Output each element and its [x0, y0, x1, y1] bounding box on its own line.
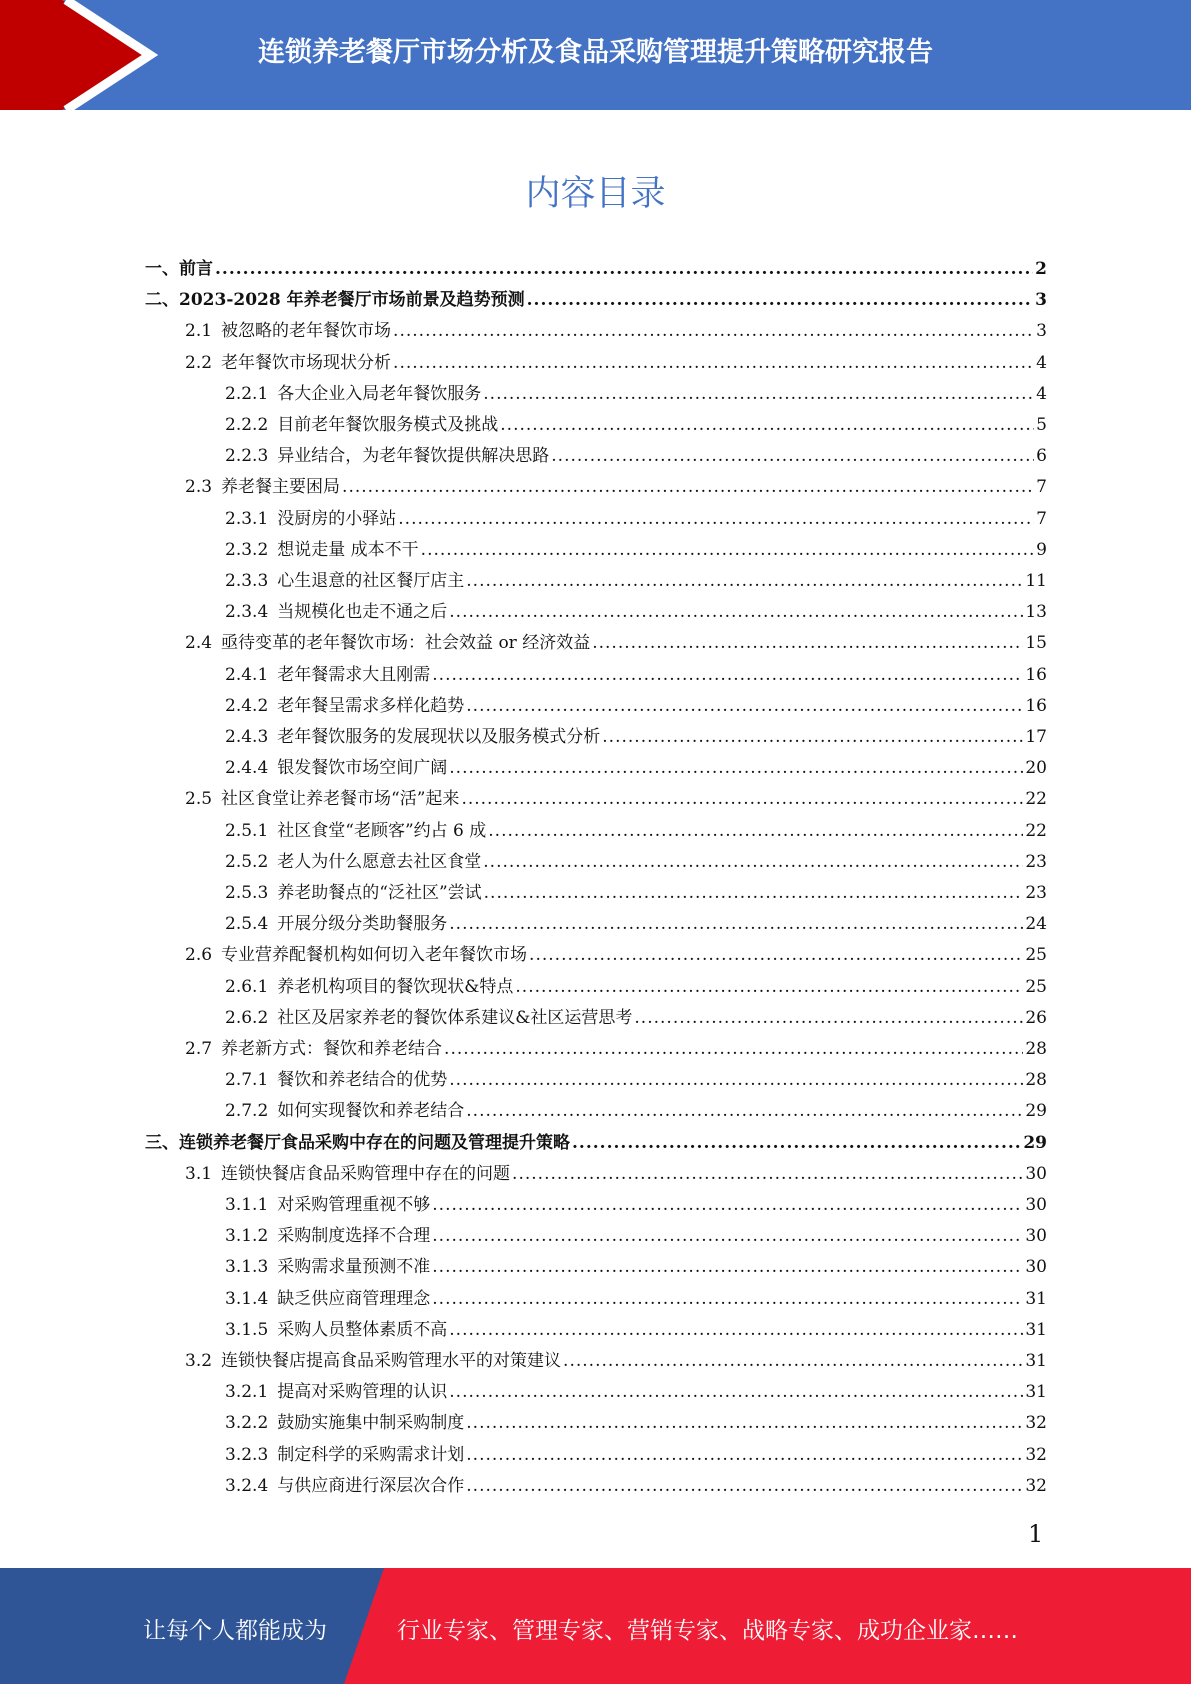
toc-entry-number: 2.4.1	[225, 664, 269, 685]
toc-entry-page: 9	[1036, 539, 1047, 560]
toc-leader-dots	[551, 446, 1034, 466]
toc-entry-page: 16	[1025, 664, 1047, 685]
toc-entry-text: 提高对采购管理的认识	[277, 1382, 448, 1403]
toc-entry-number: 2.3.3	[225, 571, 269, 591]
toc-entry-number: 3.1.5	[225, 1319, 269, 1340]
toc-entry[interactable]	[225, 441, 1047, 469]
toc-entry-number: 3.1.4	[225, 1288, 269, 1309]
toc-leader-dots	[393, 321, 1034, 341]
toc-entry-text: 制定科学的采购需求计划	[277, 1444, 465, 1465]
toc-entry[interactable]	[185, 784, 1047, 812]
toc-entry-page: 30	[1025, 1257, 1047, 1278]
toc-entry-page: 15	[1025, 633, 1047, 654]
toc-leader-dots	[512, 1164, 1023, 1184]
toc-entry-number: 2.2.2	[225, 415, 269, 435]
toc-entry-number: 3.2.1	[225, 1382, 269, 1403]
toc-entry-text: 目前老年餐饮服务模式及挑战	[277, 415, 499, 435]
toc-leader-dots	[449, 602, 1023, 622]
toc-entry-text: 社区食堂让养老餐市场“活”起来	[221, 789, 460, 810]
toc-entry-text: 社区食堂“老顾客”约占 6 成	[277, 820, 487, 841]
toc-entry-number: 2.4.4	[225, 758, 269, 779]
toc-leader-dots	[432, 1257, 1023, 1277]
toc-entry-number: 2.3.4	[225, 602, 269, 623]
report-title: 连锁养老餐厅市场分析及食品采购管理提升策略研究报告	[258, 37, 933, 68]
toc-entry-page: 2	[1035, 259, 1047, 279]
toc-entry[interactable]	[225, 1440, 1047, 1468]
toc-entry-number: 3.1.2	[225, 1226, 269, 1247]
toc-entry-number: 2.4	[185, 633, 213, 654]
toc-entry-page: 11	[1025, 571, 1047, 591]
toc-entry-page: 26	[1025, 1007, 1047, 1028]
toc-leader-dots	[449, 1070, 1023, 1090]
toc-entry[interactable]	[185, 1346, 1047, 1374]
toc-entry-number: 2.3	[185, 477, 213, 498]
toc-entry-text: 老年餐呈需求多样化趋势	[277, 695, 465, 716]
toc-leader-dots	[466, 1476, 1023, 1496]
toc-entry-page: 23	[1025, 851, 1047, 872]
toc-leader-dots	[592, 633, 1023, 653]
toc-entry-page: 4	[1036, 352, 1047, 373]
toc-entry[interactable]	[225, 1284, 1047, 1312]
toc-entry-text: 当规模化也走不通之后	[277, 602, 448, 623]
toc-leader-dots	[342, 477, 1034, 497]
toc-entry-text: 与供应商进行深层次合作	[277, 1475, 465, 1496]
toc-leader-dots	[449, 914, 1023, 934]
toc-heading: 内容目录	[525, 174, 666, 214]
toc-entry[interactable]	[225, 379, 1047, 407]
toc-entry-text: 采购需求量预测不准	[277, 1257, 431, 1278]
toc-entry[interactable]	[145, 285, 1047, 313]
toc-entry[interactable]	[225, 1408, 1047, 1436]
toc-entry-page: 17	[1025, 727, 1047, 747]
toc-entry[interactable]	[185, 316, 1047, 344]
toc-entry-text: 老年餐饮服务的发展现状以及服务模式分析	[277, 727, 601, 747]
toc-leader-dots	[515, 977, 1023, 997]
toc-entry[interactable]	[225, 909, 1047, 937]
toc-leader-dots	[484, 883, 1024, 903]
toc-entry[interactable]	[225, 1096, 1047, 1124]
toc-entry-number: 2.1	[185, 321, 213, 342]
toc-entry-text: 采购制度选择不合理	[277, 1226, 431, 1247]
toc-leader-dots	[529, 945, 1023, 965]
toc-entry-text: 亟待变革的老年餐饮市场：社会效益 or 经济效益	[221, 633, 591, 654]
toc-entry-page: 31	[1025, 1382, 1047, 1403]
toc-entry[interactable]	[185, 1159, 1047, 1187]
toc-leader-dots	[215, 259, 1033, 279]
toc-entry-page: 5	[1036, 415, 1047, 435]
toc-entry[interactable]	[225, 1471, 1047, 1499]
toc-entry[interactable]	[225, 535, 1047, 563]
toc-entry-text: 银发餐饮市场空间广阔	[277, 758, 448, 779]
toc-entry-number: 三、	[145, 1132, 179, 1153]
toc-entry[interactable]	[225, 1190, 1047, 1218]
toc-leader-dots	[461, 789, 1023, 809]
toc-entry-page: 31	[1025, 1319, 1047, 1340]
toc-entry-text: 如何实现餐饮和养老结合	[277, 1101, 465, 1122]
toc-entry[interactable]	[185, 348, 1047, 376]
toc-entry-page: 25	[1025, 945, 1047, 966]
toc-entry-number: 2.7.2	[225, 1101, 269, 1122]
toc-leader-dots	[444, 1039, 1023, 1059]
toc-leader-dots	[449, 758, 1023, 778]
toc-leader-dots	[488, 821, 1023, 841]
toc-entry-text: 老人为什么愿意去社区食堂	[277, 851, 482, 872]
toc-entry-text: 前言	[179, 259, 213, 279]
toc-entry-page: 20	[1025, 758, 1047, 779]
toc-entry-page: 22	[1025, 820, 1047, 841]
toc-entry-text: 被忽略的老年餐饮市场	[221, 321, 392, 342]
toc-entry-text: 连锁快餐店食品采购管理中存在的问题	[221, 1163, 511, 1184]
toc-entry-page: 32	[1025, 1444, 1047, 1465]
toc-entry-page: 32	[1025, 1475, 1047, 1496]
toc-entry[interactable]	[145, 254, 1047, 282]
toc-entry[interactable]	[225, 1221, 1047, 1249]
toc-leader-dots	[466, 571, 1023, 591]
toc-entry-text: 缺乏供应商管理理念	[277, 1288, 431, 1309]
toc-entry-text: 老年餐饮市场现状分析	[221, 352, 392, 373]
toc-entry-page: 7	[1036, 477, 1047, 498]
toc-entry-text: 心生退意的社区餐厅店主	[277, 571, 465, 591]
toc-entry-page: 30	[1025, 1226, 1047, 1247]
toc-leader-dots	[466, 1101, 1023, 1121]
toc-entry-text: 连锁养老餐厅食品采购中存在的问题及管理提升策略	[179, 1132, 570, 1153]
toc-entry-number: 2.5.2	[225, 851, 269, 872]
toc-leader-dots	[483, 852, 1023, 872]
toc-entry[interactable]	[225, 660, 1047, 688]
toc-leader-dots	[466, 1413, 1023, 1433]
toc-entry[interactable]	[225, 1377, 1047, 1405]
toc-entry-text: 餐饮和养老结合的优势	[277, 1070, 448, 1091]
toc-leader-dots	[449, 1320, 1023, 1340]
toc-entry-page: 7	[1036, 508, 1047, 529]
toc-entry-page: 13	[1025, 602, 1047, 623]
toc-entry-number: 3.2.4	[225, 1475, 269, 1496]
toc-leader-dots	[466, 1445, 1023, 1465]
toc-leader-dots	[483, 384, 1034, 404]
toc-entry[interactable]	[185, 940, 1047, 968]
toc-entry-number: 2.5.3	[225, 883, 269, 903]
toc-entry-page: 32	[1025, 1413, 1047, 1434]
toc-entry-page: 28	[1025, 1039, 1047, 1059]
toc-leader-dots	[563, 1351, 1023, 1371]
toc-leader-dots	[432, 1289, 1023, 1309]
toc-entry-page: 24	[1025, 914, 1047, 935]
toc-entry-number: 2.3.1	[225, 508, 269, 529]
toc-leader-dots	[449, 1382, 1023, 1402]
footer-slogan-left: 让每个人都能成为	[143, 1618, 327, 1644]
toc-entry-page: 25	[1025, 976, 1047, 997]
toc-entry-number: 2.2.1	[225, 383, 269, 404]
toc-entry-page: 3	[1035, 290, 1047, 311]
toc-entry[interactable]	[225, 1065, 1047, 1093]
toc-leader-dots	[602, 727, 1023, 747]
toc-entry-text: 异业结合，为老年餐饮提供解决思路	[277, 446, 550, 467]
toc-entry[interactable]	[225, 972, 1047, 1000]
toc-entry-number: 2.6.1	[225, 976, 269, 997]
toc-entry-number: 3.2.2	[225, 1413, 269, 1434]
toc-leader-dots	[466, 696, 1023, 716]
toc-entry-page: 30	[1025, 1195, 1047, 1215]
toc-leader-dots	[393, 353, 1034, 373]
toc-entry[interactable]	[225, 1003, 1047, 1031]
toc-entry-number: 2.2	[185, 352, 213, 373]
toc-entry-page: 29	[1025, 1101, 1047, 1122]
toc-entry-text: 对采购管理重视不够	[277, 1195, 431, 1215]
toc-entry-text: 采购人员整体素质不高	[277, 1319, 448, 1340]
toc-leader-dots	[432, 1226, 1023, 1246]
toc-entry-number: 二、	[145, 290, 179, 311]
toc-leader-dots	[432, 665, 1023, 685]
toc-entry[interactable]	[225, 816, 1047, 844]
toc-leader-dots	[572, 1133, 1021, 1153]
toc-entry[interactable]	[225, 410, 1047, 438]
toc-entry[interactable]	[225, 597, 1047, 625]
toc-entry-page: 16	[1025, 695, 1047, 716]
toc-entry-text: 连锁快餐店提高食品采购管理水平的对策建议	[221, 1351, 562, 1371]
toc-entry[interactable]	[225, 722, 1047, 750]
toc-entry-text: 老年餐需求大且刚需	[277, 664, 431, 685]
toc-entry-text: 养老助餐点的“泛社区”尝试	[277, 883, 482, 903]
toc-entry-text: 没厨房的小驿站	[277, 508, 397, 529]
toc-entry-page: 31	[1025, 1288, 1047, 1309]
toc-entry-text: 专业营养配餐机构如何切入老年餐饮市场	[221, 945, 528, 966]
page-number: 1	[1028, 1520, 1044, 1548]
toc-entry-text: 想说走量 成本不干	[277, 539, 419, 560]
toc-entry-text: 鼓励实施集中制采购制度	[277, 1413, 465, 1434]
toc-entry[interactable]	[225, 504, 1047, 532]
toc-entry-number: 3.2	[185, 1351, 213, 1371]
page-header	[0, 0, 1191, 110]
toc-entry-text: 各大企业入局老年餐饮服务	[277, 383, 482, 404]
toc-entry-number: 2.6.2	[225, 1007, 269, 1028]
toc-entry-text: 2023-2028 年养老餐厅市场前景及趋势预测	[179, 290, 525, 311]
toc-entry-text: 养老新方式：餐饮和养老结合	[221, 1039, 443, 1059]
toc-entry[interactable]	[225, 753, 1047, 781]
toc-leader-dots	[527, 290, 1034, 310]
toc-entry[interactable]	[185, 628, 1047, 656]
toc-entry-number: 2.2.3	[225, 446, 269, 467]
toc-entry-number: 3.1	[185, 1163, 213, 1184]
toc-entry[interactable]	[185, 1034, 1047, 1062]
toc-entry-number: 2.7.1	[225, 1070, 269, 1091]
page-footer	[0, 1568, 1191, 1684]
toc-entry[interactable]	[185, 472, 1047, 500]
toc-entry-number: 2.3.2	[225, 539, 269, 560]
toc-entry-number: 2.4.2	[225, 695, 269, 716]
toc-entry-page: 29	[1023, 1132, 1047, 1153]
toc-entry-page: 28	[1025, 1070, 1047, 1091]
toc-entry-number: 一、	[145, 259, 179, 279]
footer-slogan-right: 行业专家、管理专家、营销专家、战略专家、成功企业家……	[397, 1618, 1018, 1644]
toc-entry-text: 开展分级分类助餐服务	[277, 914, 448, 935]
toc-entry-number: 3.2.3	[225, 1444, 269, 1465]
toc-entry-number: 2.5.4	[225, 914, 269, 935]
toc-entry-number: 3.1.3	[225, 1257, 269, 1278]
toc-entry-page: 3	[1036, 321, 1047, 342]
toc-entry-page: 22	[1025, 789, 1047, 810]
toc-entry[interactable]	[225, 1252, 1047, 1280]
toc-entry-text: 养老餐主要困局	[221, 477, 341, 498]
toc-entry[interactable]	[225, 878, 1047, 906]
toc-entry[interactable]	[225, 847, 1047, 875]
toc-entry-number: 2.4.3	[225, 727, 269, 747]
toc-entry[interactable]	[225, 1315, 1047, 1343]
toc-entry[interactable]	[225, 691, 1047, 719]
toc-leader-dots	[421, 540, 1035, 560]
toc-entry[interactable]	[145, 1128, 1047, 1156]
toc-leader-dots	[432, 1195, 1023, 1215]
toc-entry-page: 31	[1025, 1351, 1047, 1371]
toc-entry-number: 2.6	[185, 945, 213, 966]
toc-entry-page: 30	[1025, 1163, 1047, 1184]
toc-leader-dots	[398, 509, 1034, 529]
toc-entry[interactable]	[225, 566, 1047, 594]
toc-entry-number: 2.5	[185, 789, 213, 810]
toc-leader-dots	[500, 415, 1034, 435]
toc-entry-page: 23	[1025, 883, 1047, 903]
toc-entry-text: 养老机构项目的餐饮现状&特点	[277, 976, 514, 997]
toc-entry-number: 2.7	[185, 1039, 213, 1059]
toc-entry-number: 2.5.1	[225, 820, 269, 841]
toc-leader-dots	[634, 1008, 1023, 1028]
toc-entry-page: 6	[1036, 446, 1047, 467]
toc-entry-text: 社区及居家养老的餐饮体系建议&社区运营思考	[277, 1007, 633, 1028]
toc-entry-number: 3.1.1	[225, 1195, 269, 1215]
toc-entry-page: 4	[1036, 383, 1047, 404]
